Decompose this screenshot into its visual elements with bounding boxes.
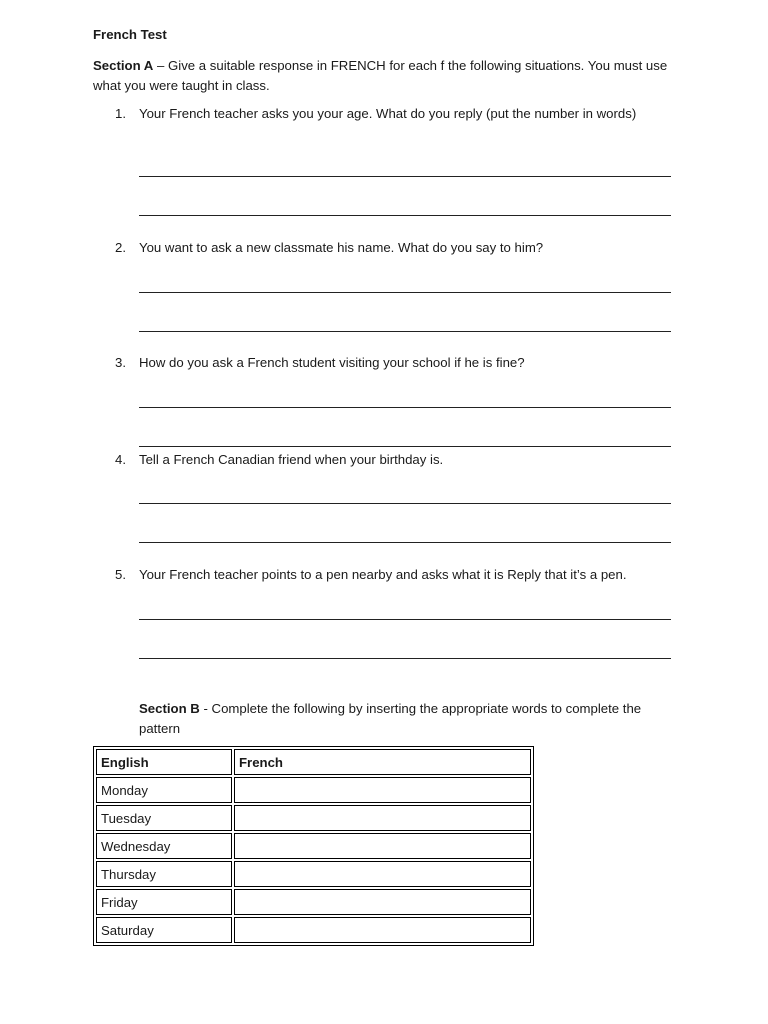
- question-1: [115, 104, 685, 124]
- question-text: Tell a French Canadian friend when your birthday is.: [139, 452, 444, 467]
- french-answer-cell[interactable]: [234, 833, 531, 859]
- english-cell: Tuesday: [96, 805, 232, 831]
- section-a-text: – Give a suitable response in FRENCH for each f the following situations. You must use what you were taught in class.: [93, 58, 668, 93]
- table-row: [96, 917, 531, 943]
- page-title: French Test: [93, 27, 167, 42]
- english-cell: Friday: [96, 889, 232, 915]
- question-text: Your French teacher asks you your age. What do you reply (put the number in words): [139, 106, 637, 121]
- french-answer-cell[interactable]: [234, 777, 531, 803]
- table-header-row: [96, 749, 531, 775]
- french-answer-cell[interactable]: [234, 889, 531, 915]
- answer-line[interactable]: [139, 619, 671, 620]
- column-header-french: French: [234, 749, 531, 775]
- answer-line[interactable]: [139, 292, 671, 293]
- table-row: [96, 777, 531, 803]
- section-b-text: - Complete the following by inserting the appropriate words to complete the pattern: [139, 701, 642, 736]
- days-table: [93, 746, 534, 946]
- table-row: [96, 889, 531, 915]
- english-cell: Monday: [96, 777, 232, 803]
- question-number: 2.: [115, 240, 126, 255]
- table-row: [96, 833, 531, 859]
- answer-line[interactable]: [139, 215, 671, 216]
- answer-line[interactable]: [139, 503, 671, 504]
- question-number: 1.: [115, 106, 126, 121]
- table-row: [96, 861, 531, 887]
- question-text: You want to ask a new classmate his name. What do you say to him?: [139, 240, 544, 255]
- english-cell: Thursday: [96, 861, 232, 887]
- answer-line[interactable]: [139, 542, 671, 543]
- question-text: Your French teacher points to a pen nearby and asks what it is Reply that it’s a pen.: [139, 567, 627, 582]
- french-answer-cell[interactable]: [234, 805, 531, 831]
- column-header-english: English: [96, 749, 232, 775]
- question-number: 5.: [115, 567, 126, 582]
- english-cell: Saturday: [96, 917, 232, 943]
- french-answer-cell[interactable]: [234, 861, 531, 887]
- question-number: 4.: [115, 452, 126, 467]
- section-b-instructions: [139, 699, 679, 739]
- section-a-label: Section A: [93, 58, 154, 73]
- question-number: 3.: [115, 355, 126, 370]
- english-cell: Wednesday: [96, 833, 232, 859]
- answer-line[interactable]: [139, 658, 671, 659]
- answer-line[interactable]: [139, 446, 671, 447]
- question-5: [115, 565, 685, 585]
- table-row: [96, 805, 531, 831]
- answer-line[interactable]: [139, 176, 671, 177]
- answer-line[interactable]: [139, 407, 671, 408]
- question-2: [115, 238, 685, 258]
- section-a-instructions: [93, 56, 683, 96]
- question-text: How do you ask a French student visiting your school if he is fine?: [139, 355, 525, 370]
- french-answer-cell[interactable]: [234, 917, 531, 943]
- question-4: [115, 450, 685, 470]
- question-3: [115, 353, 685, 373]
- section-b-label: Section B: [139, 701, 200, 716]
- answer-line[interactable]: [139, 331, 671, 332]
